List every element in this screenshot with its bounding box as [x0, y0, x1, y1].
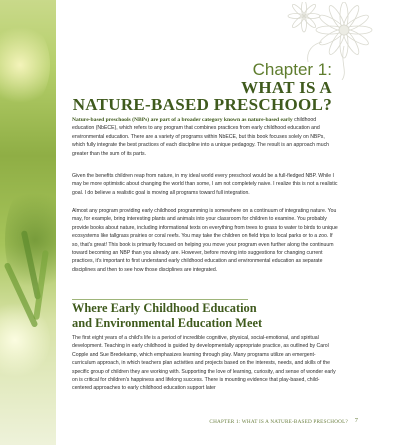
- section-paragraph-1: The first eight years of a child's life is a period of incredible cognitive, physical, social-emotional, and spiritual development. Teaching in early childhood is guided by developmentally appropriate practice, as outlined by Carol Copple and Sue Bredekamp, which emphasizes learning through play. Many programs utilize an emergent-curriculum approach, in which teachers plan activities and projects based on the interests, needs, and skills of the specific group of children they are working with. Supporting the love of learning, curiosity, and sense of wonder early on is critical for children's happiness and lifelong success. There is mounting evidence that play-based, child-centered approaches to early childhood education support later: [72, 335, 336, 392]
- intro-paragraph-2: Given the benefits children reap from nature, in my ideal world every preschool would be a full-fledged NBP. While I may be more optimistic about changing the world than some, I am not completely naive. I realize this is not a realistic goal. I do believe a realistic goal is moving all programs toward full integration.: [72, 173, 338, 196]
- grass-photo-strip: [0, 0, 56, 445]
- section-heading-line-2: and Environmental Education Meet: [72, 316, 263, 330]
- running-footer: CHAPTER 1: WHAT IS A NATURE-BASED PRESCHOOL?: [209, 419, 348, 425]
- section-heading-line-1: Where Early Childhood Education: [72, 301, 257, 315]
- intro-paragraph-3: Almost any program providing early childhood programming is somewhere on a continuum of integrating nature. You may, for example, bring interesting plants and animals into your classroom for children to examine. You probably provide books about nature, including informational texts on everything from trees to grass to water to birds to unique ecosystems like tallgrass prairies or coral reefs. You may take the children on field trips to local parks or to a zoo. If so, that's great! This book is primarily focused on helping you move your program even further along the continuum toward becoming an NBP than you already are. However, before moving into suggestions for changing current practices, it's important to first understand early childhood education and environmental education as separate disciplines and then to see how those disciplines are integrated.: [72, 208, 338, 273]
- intro-lead-text: Nature-based preschools (NBPs) are part of a broader category known as nature-based early: [72, 117, 293, 123]
- intro-paragraph-1: [72, 116, 338, 158]
- chapter-title-line-1: WHAT IS A: [241, 78, 332, 97]
- chapter-label: Chapter 1:: [252, 60, 332, 79]
- section-divider: [72, 299, 248, 300]
- page-number: 7: [354, 417, 358, 424]
- chapter-title-line-2: NATURE-BASED PRESCHOOL?: [72, 95, 332, 114]
- intro-paragraph-1-text: childhood education (NbECE), which refers to any program that combines practices from early childhood education and environmental education. There are a variety of programs within NbECE, but this book focuses solely on NBPs, which fully integrate the best practices of each discipline into a unique pedagogy. The result is an approach much greater than the sum of its parts.: [72, 117, 329, 157]
